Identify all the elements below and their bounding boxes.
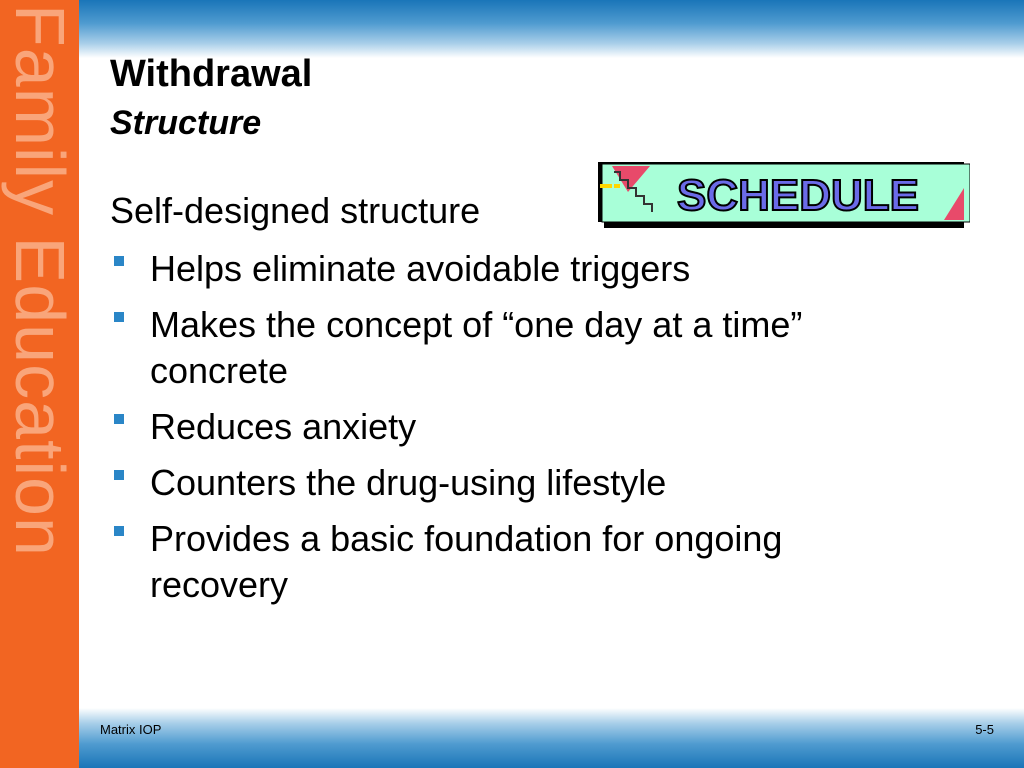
page-number: 5-5 xyxy=(975,722,994,737)
bullet-item xyxy=(110,516,890,608)
bullet-square-icon xyxy=(114,312,124,322)
bullet-square-icon xyxy=(114,470,124,480)
bullet-square-icon xyxy=(114,256,124,266)
bullet-text: Reduces anxiety xyxy=(150,406,417,447)
clipart-base xyxy=(604,222,964,228)
side-bar xyxy=(0,0,79,768)
bullet-text: Counters the drug-using lifestyle xyxy=(150,462,667,503)
bullet-square-icon xyxy=(114,414,124,424)
bullet-text: Provides a basic foundation for ongoing recovery xyxy=(150,518,783,605)
bottom-gradient-band xyxy=(79,708,1024,768)
footer-left-text: Matrix IOP xyxy=(100,722,162,737)
bullet-list xyxy=(110,246,890,618)
bullet-item xyxy=(110,404,890,450)
bullet-item xyxy=(110,302,890,394)
bullet-item xyxy=(110,246,890,292)
clipart-yellow-dash xyxy=(600,184,612,188)
bullet-text: Makes the concept of “one day at a time” concrete xyxy=(150,304,803,391)
top-gradient-band xyxy=(79,0,1024,58)
bullet-text: Helps eliminate avoidable triggers xyxy=(150,248,691,289)
intro-text: Self-designed structure xyxy=(110,190,481,231)
slide-subtitle: Structure xyxy=(110,104,262,142)
bullet-item xyxy=(110,460,890,506)
clipart-schedule-label: SCHEDULE xyxy=(676,171,920,220)
side-bar-label: Family Education xyxy=(1,4,79,557)
bullet-square-icon xyxy=(114,526,124,536)
slide-title: Withdrawal xyxy=(110,53,313,95)
schedule-clipart xyxy=(598,162,970,228)
